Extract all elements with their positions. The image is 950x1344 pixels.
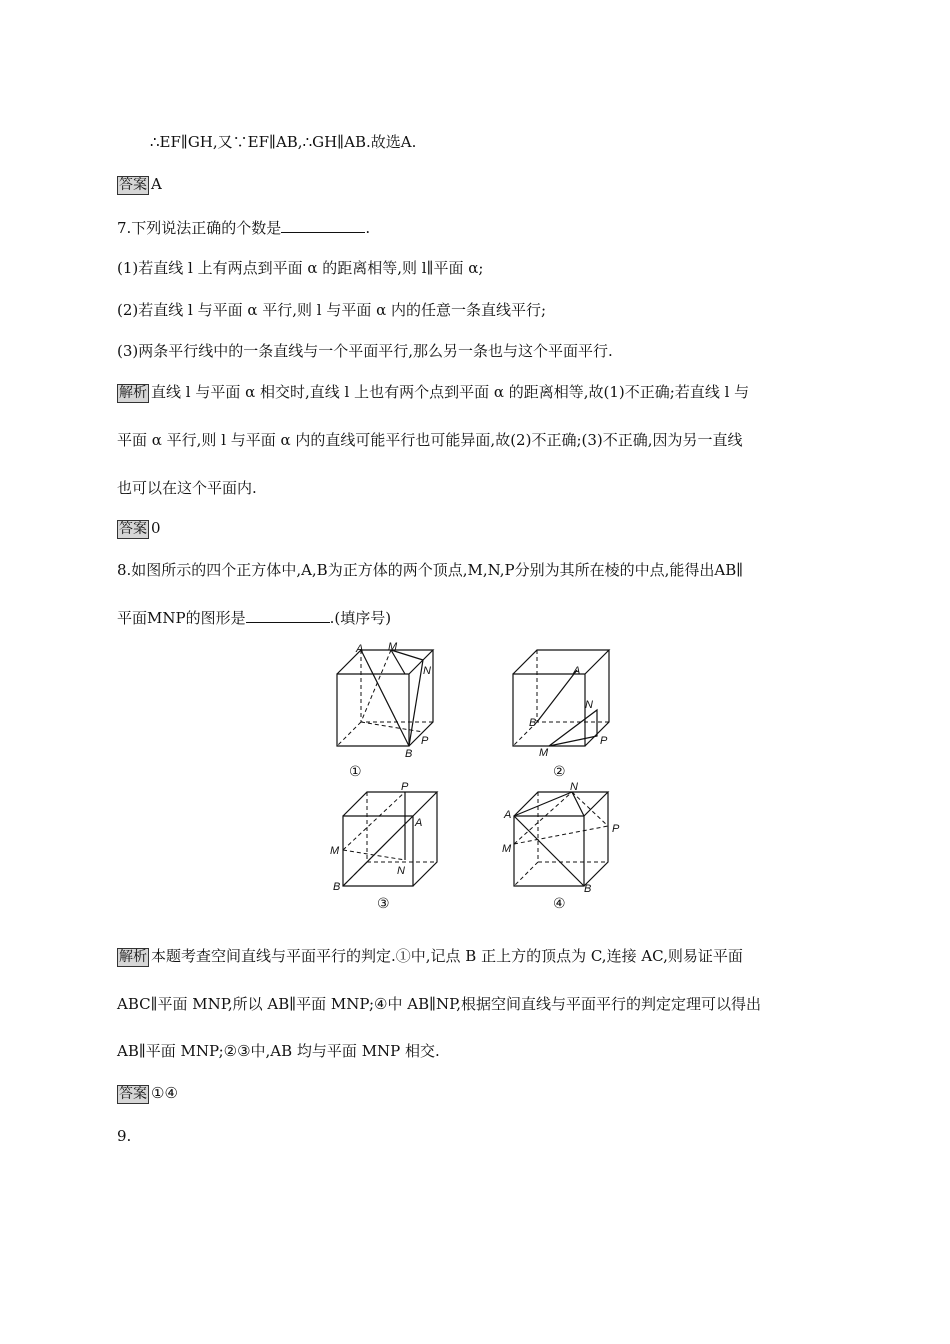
answer-tag: 答案 (119, 1086, 147, 1102)
figure-label: M (330, 845, 340, 857)
q8-answer (117, 1083, 178, 1104)
figure-label: N (397, 865, 405, 877)
q8-stem-text: 平面MNP的图形是 (117, 609, 246, 627)
prev-answer (117, 174, 162, 195)
figure-label: A (415, 817, 423, 829)
figure-label: P (600, 735, 608, 747)
figure-label: M (539, 747, 549, 759)
answer-tag: 答案 (119, 521, 147, 537)
q7-item-3: (3)两条平行线中的一条直线与一个平面平行,那么另一条也与这个平面平行. (117, 342, 613, 360)
prev-conclusion: ∴EF∥GH,又∵EF∥AB,∴GH∥AB.故选A. (150, 133, 417, 151)
figure-caption: ④ (553, 896, 566, 912)
q7-answer (117, 518, 161, 539)
q9-number: 9. (117, 1127, 132, 1145)
figure-label: N (585, 699, 593, 711)
q7-analysis-line-2: 平面 α 平行,则 l 与平面 α 内的直线可能平行也可能异面,故(2)不正确;(3)不正确,因为另一直线 (117, 431, 743, 449)
q7-analysis-line-1 (117, 382, 749, 403)
q8-stem-end: .(填序号) (329, 609, 392, 627)
figure-caption: ③ (377, 896, 390, 912)
answer-value: A (151, 175, 162, 193)
answer-blank (246, 608, 330, 623)
answer-blank (281, 218, 365, 233)
q8-analysis-line-1 (117, 946, 743, 967)
cube-figure-1 (325, 640, 445, 780)
figure-label: M (502, 843, 512, 855)
cube-figure-2 (505, 640, 625, 780)
q7-stem-end: . (365, 219, 371, 237)
figure-caption: ② (553, 764, 566, 780)
q7-analysis-text-1: 直线 l 与平面 α 相交时,直线 l 上也有两个点到平面 α 的距离相等,故(1)不正确;若直线 l 与 (151, 383, 750, 401)
q7-stem-text: 7.下列说法正确的个数是 (117, 219, 282, 237)
figure-label: A (356, 643, 364, 655)
cube-figure-3 (325, 780, 445, 920)
figure-caption: ① (349, 764, 362, 780)
figure-label: P (421, 735, 429, 747)
figure-label: M (388, 641, 398, 653)
q8-stem-line-1: 8.如图所示的四个正方体中,A,B为正方体的两个顶点,M,N,P分别为其所在棱的中点,能得出AB∥ (117, 561, 744, 579)
figure-label: N (570, 781, 578, 793)
q7-item-2: (2)若直线 l 与平面 α 平行,则 l 与平面 α 内的任意一条直线平行; (117, 301, 547, 319)
q8-analysis-line-3: AB∥平面 MNP;②③中,AB 均与平面 MNP 相交. (117, 1042, 440, 1060)
q8-analysis-line-2: ABC∥平面 MNP,所以 AB∥平面 MNP;④中 AB∥NP,根据空间直线与平面平行的判定定理可以得出 (117, 995, 761, 1013)
figure-label: B (529, 717, 537, 729)
figure-label: B (333, 881, 341, 893)
figure-label: N (423, 665, 431, 677)
figure-label: P (401, 781, 409, 793)
figure-label: P (612, 823, 620, 835)
figure-label: B (584, 883, 592, 895)
q8-analysis-text-1: 本题考查空间直线与平面平行的判定.①中,记点 B 正上方的顶点为 C,连接 AC,则易证平面 (151, 947, 743, 965)
q7-stem (117, 218, 370, 238)
analysis-tag: 解析 (119, 385, 147, 401)
q8-stem-line-2 (117, 608, 391, 628)
q7-analysis-line-3: 也可以在这个平面内. (117, 479, 257, 497)
answer-value: ①④ (151, 1084, 178, 1102)
figure-label: B (405, 748, 413, 760)
cube-figure-4 (500, 780, 630, 920)
q7-item-1: (1)若直线 l 上有两点到平面 α 的距离相等,则 l∥平面 α; (117, 259, 484, 277)
analysis-tag: 解析 (119, 949, 147, 965)
answer-tag: 答案 (119, 177, 147, 193)
figure-label: A (504, 809, 512, 821)
figure-label: A (573, 665, 581, 677)
answer-value: 0 (151, 519, 161, 537)
